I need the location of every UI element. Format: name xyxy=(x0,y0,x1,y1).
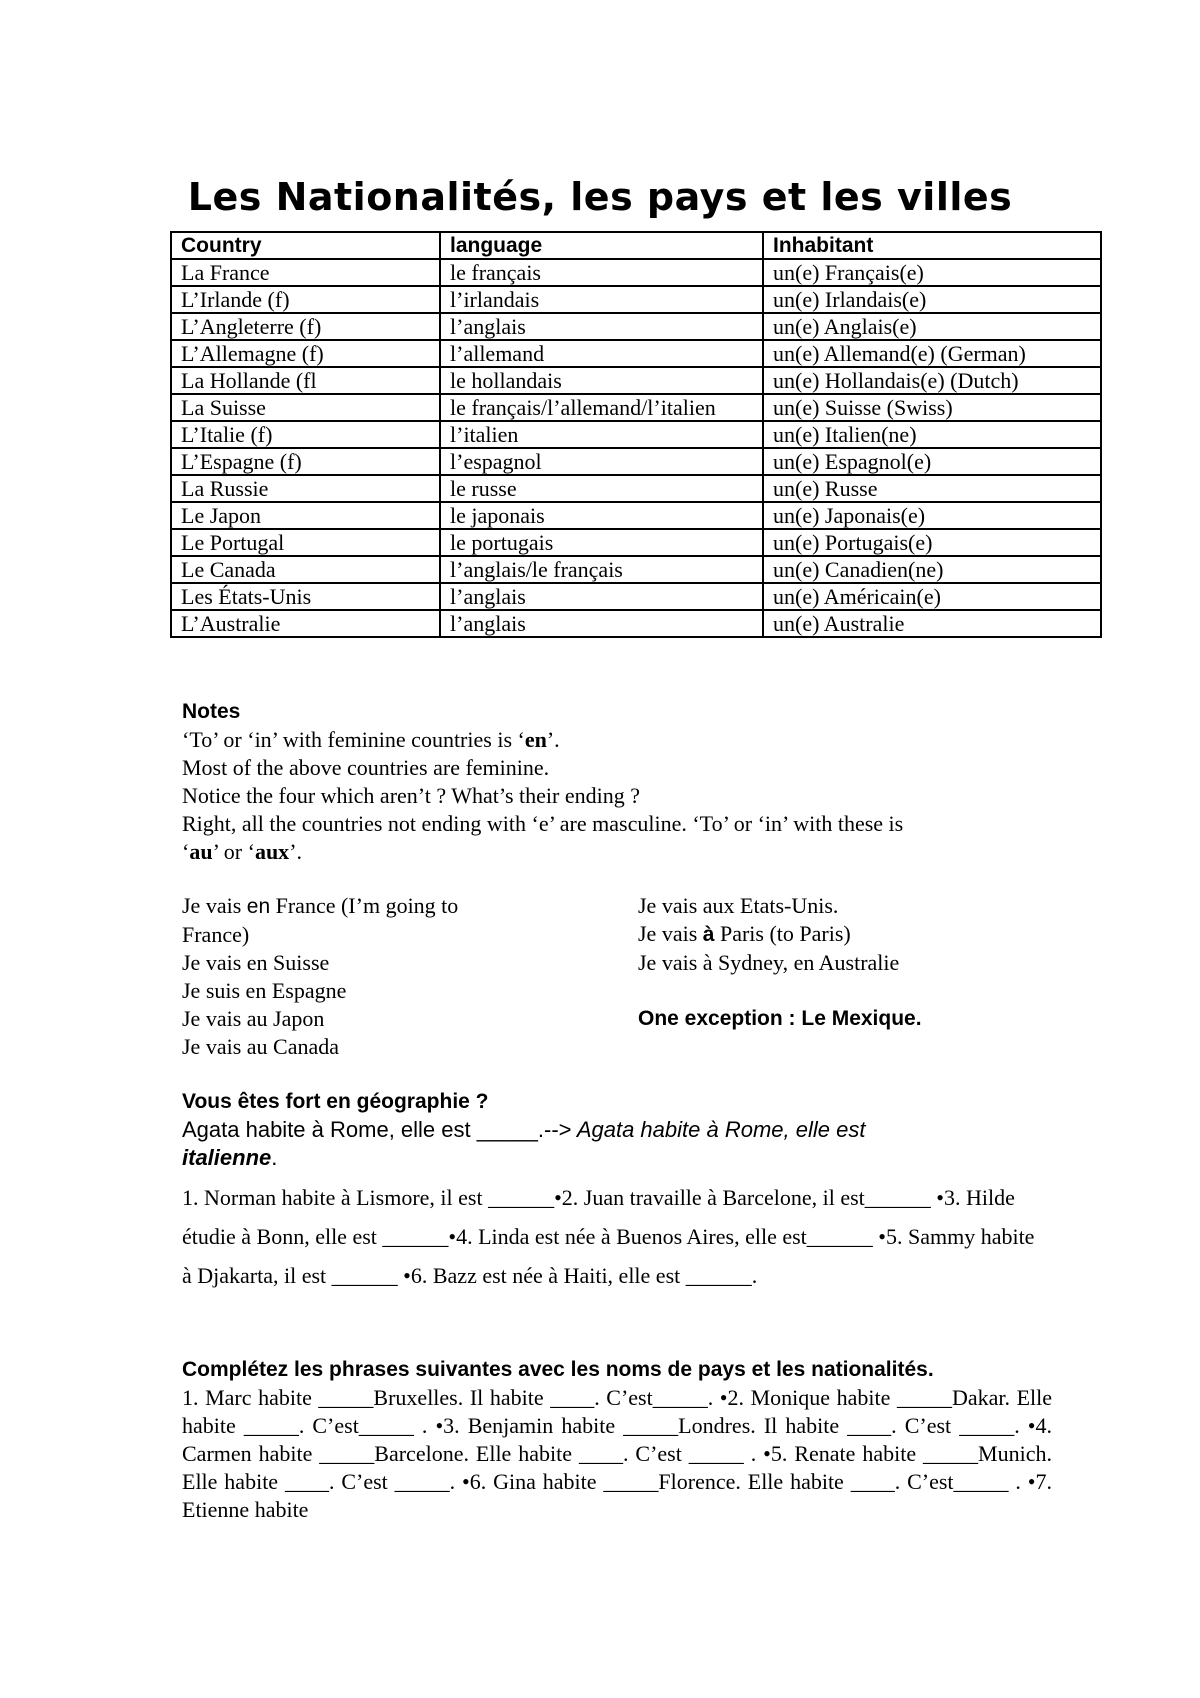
table-row xyxy=(171,583,1101,610)
example-text: Paris (to Paris) xyxy=(714,921,851,946)
notes-line-3: Notice the four which aren’t ? What’s their ending ? xyxy=(182,783,640,808)
table-row xyxy=(171,475,1101,502)
cell-country: Le Canada xyxy=(171,556,440,583)
example-text: France (I’m going to xyxy=(270,893,459,918)
cell-inhabitant: un(e) Italien(ne) xyxy=(763,421,1101,448)
cell-country: L’Australie xyxy=(171,610,440,637)
geography-exercise: 1. Norman habite à Lismore, il est ______•2. Juan travaille à Barcelone, il est______ •3. Hilde étudie à Bonn, elle est ______•4. Linda est née à Buenos Aires, elle est______ •5. Sammy habite à Djakarta, il est ______ •6. Bazz est née à Haiti, elle est ______. xyxy=(182,1185,1035,1288)
notes-text: ‘ xyxy=(182,839,190,864)
cell-inhabitant: un(e) Français(e) xyxy=(763,259,1101,286)
header-country: Country xyxy=(171,232,440,259)
page-title: Les Nationalités, les pays et les villes xyxy=(187,175,1013,219)
example-emphasis: en xyxy=(246,895,271,918)
cell-inhabitant: un(e) Anglais(e) xyxy=(763,313,1101,340)
cell-language: l’italien xyxy=(440,421,763,448)
cell-inhabitant: un(e) Japonais(e) xyxy=(763,502,1101,529)
table-row xyxy=(171,529,1101,556)
table-row xyxy=(171,340,1101,367)
table-row xyxy=(171,556,1101,583)
example-line: Je suis en Espagne xyxy=(182,978,347,1003)
exception-note: One exception : Le Mexique. xyxy=(638,1007,922,1030)
cell-language: l’irlandais xyxy=(440,286,763,313)
example-line: Je vais à Sydney, en Australie xyxy=(638,950,900,975)
notes-section xyxy=(182,698,903,866)
table-row xyxy=(171,367,1101,394)
example-line: Je vais aux Etats-Unis. xyxy=(638,893,839,918)
cell-country: L’Angleterre (f) xyxy=(171,313,440,340)
notes-line-4: Right, all the countries not ending with ‘e’ are masculine. ‘To’ or ‘in’ with these is xyxy=(182,811,904,836)
table-row xyxy=(171,286,1101,313)
cell-country: Le Japon xyxy=(171,502,440,529)
geography-heading: Vous êtes fort en géographie ? xyxy=(182,1090,489,1113)
cell-country: La Suisse xyxy=(171,394,440,421)
cell-inhabitant: un(e) Portugais(e) xyxy=(763,529,1101,556)
cell-country: La Hollande (fl xyxy=(171,367,440,394)
table-header-row xyxy=(171,232,1101,259)
table-row xyxy=(171,610,1101,637)
notes-text: ’. xyxy=(289,839,303,864)
header-inhabitant: Inhabitant xyxy=(763,232,1101,259)
geography-example xyxy=(182,1116,1082,1144)
table-row xyxy=(171,313,1101,340)
cell-language: le portugais xyxy=(440,529,763,556)
cell-language: l’anglais xyxy=(440,583,763,610)
cell-inhabitant: un(e) Allemand(e) (German) xyxy=(763,340,1101,367)
cell-language: l’anglais xyxy=(440,313,763,340)
nationalities-table xyxy=(170,231,1102,638)
cell-inhabitant: un(e) Hollandais(e) (Dutch) xyxy=(763,367,1101,394)
cell-inhabitant: un(e) Russe xyxy=(763,475,1101,502)
example-prompt: Agata habite à Rome, elle est _____.--> xyxy=(182,1117,572,1142)
example-line: Je vais en Suisse xyxy=(182,950,330,975)
cell-inhabitant: un(e) Espagnol(e) xyxy=(763,448,1101,475)
example-line: Je vais au Canada xyxy=(182,1034,339,1059)
complete-section xyxy=(182,1356,1052,1524)
cell-language: l’anglais/le français xyxy=(440,556,763,583)
example-end: . xyxy=(271,1145,278,1170)
cell-language: le français xyxy=(440,259,763,286)
cell-language: l’anglais xyxy=(440,610,763,637)
example-text: Je vais xyxy=(182,893,247,918)
example-line xyxy=(182,892,512,921)
notes-bold: au xyxy=(189,839,213,864)
notes-line-1 xyxy=(182,726,903,754)
cell-inhabitant: un(e) Canadien(ne) xyxy=(763,556,1101,583)
example-line: France) xyxy=(182,922,250,947)
cell-country: Les États-Unis xyxy=(171,583,440,610)
cell-language: le français/l’allemand/l’italien xyxy=(440,394,763,421)
example-line: Je vais au Japon xyxy=(182,1006,325,1031)
example-answer: Agata habite à Rome, elle est xyxy=(571,1117,866,1142)
examples-right xyxy=(638,892,1098,1033)
example-answer-bold: italienne xyxy=(182,1145,272,1170)
examples-left xyxy=(182,892,512,1061)
notes-line-5 xyxy=(182,838,903,866)
cell-country: L’Espagne (f) xyxy=(171,448,440,475)
cell-inhabitant: un(e) Irlandais(e) xyxy=(763,286,1101,313)
geography-example-cont xyxy=(182,1144,1082,1172)
cell-country: La France xyxy=(171,259,440,286)
cell-language: le russe xyxy=(440,475,763,502)
spacer xyxy=(638,977,1098,1005)
cell-inhabitant: un(e) Australie xyxy=(763,610,1101,637)
table-row xyxy=(171,448,1101,475)
complete-exercise: 1. Marc habite _____Bruxelles. Il habite ____. C’est_____. •2. Monique habite _____Dakar. Elle habite _____. C’est_____ . •3. Benjamin habite _____Londres. Il habite ____. C’est _____. •4. Carmen habite _____Barcelone. Elle habite ____. C’est _____ . •5. Renate habite _____Munich. Elle habite ____. C’est _____. •6. Gina habite _____Florence. Elle habite ____. C’est_____ . •7. Etienne habite xyxy=(182,1385,1052,1522)
example-emphasis: à xyxy=(702,923,715,946)
cell-country: L’Italie (f) xyxy=(171,421,440,448)
table-row xyxy=(171,394,1101,421)
table-row xyxy=(171,421,1101,448)
cell-inhabitant: un(e) Suisse (Swiss) xyxy=(763,394,1101,421)
cell-country: Le Portugal xyxy=(171,529,440,556)
table-row xyxy=(171,259,1101,286)
geography-section xyxy=(182,1088,1082,1295)
cell-inhabitant: un(e) Américain(e) xyxy=(763,583,1101,610)
cell-country: L’Allemagne (f) xyxy=(171,340,440,367)
complete-heading: Complétez les phrases suivantes avec les noms de pays et les nationalités. xyxy=(182,1358,934,1381)
notes-bold: aux xyxy=(254,839,290,864)
notes-text: ’. xyxy=(546,727,560,752)
cell-country: La Russie xyxy=(171,475,440,502)
cell-country: L’Irlande (f) xyxy=(171,286,440,313)
cell-language: le japonais xyxy=(440,502,763,529)
cell-language: le hollandais xyxy=(440,367,763,394)
header-language: language xyxy=(440,232,763,259)
example-line xyxy=(638,920,1098,949)
cell-language: l’allemand xyxy=(440,340,763,367)
notes-heading: Notes xyxy=(182,700,241,723)
notes-text: ’ or ‘ xyxy=(212,839,255,864)
table-row xyxy=(171,502,1101,529)
notes-bold: en xyxy=(524,727,547,752)
example-text: Je vais xyxy=(638,921,703,946)
notes-line-2: Most of the above countries are feminine. xyxy=(182,755,550,780)
notes-text: ‘To’ or ‘in’ with feminine countries is ‘ xyxy=(182,727,525,752)
cell-language: l’espagnol xyxy=(440,448,763,475)
